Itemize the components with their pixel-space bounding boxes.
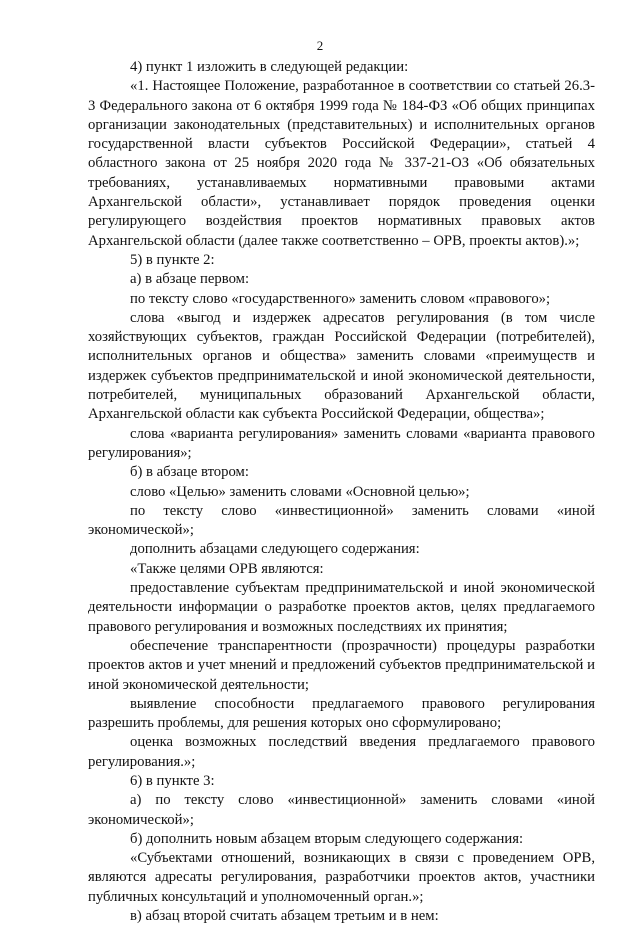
paragraph: слова «варианта регулирования» заменить словами «варианта правового регулирования»; [88,425,595,461]
paragraph: «Субъектами отношений, возникающих в связи с проведением ОРВ, являются адресаты регулирования, разработчики проектов актов, участники публичных консультаций и уполномоченный орган.»; [88,850,595,905]
paragraph: дополнить абзацами следующего содержания: [130,541,420,558]
paragraph: а) по тексту слово «инвестиционной» заменить словами «иной экономической»; [88,792,595,828]
paragraph: 5) в пункте 2: [130,251,215,268]
paragraph: 4) пункт 1 изложить в следующей редакции: [130,59,409,75]
paragraph: обеспечение транспарентности (прозрачности) процедуры разработки проектов актов и учет мнений и предложений субъектов предпринимательской и иной экономической деятельности; [88,637,595,693]
paragraph: предоставление субъектам предпринимательской и иной экономической деятельности информации о разработке проектов актов, целях предлагаемого правового регулирования и возможных последствиях их принятия; [88,580,595,635]
paragraph: слова «выгод и издержек адресатов регулирования (в том числе хозяйствующих субъектов, граждан Российской Федерации (потребителей), исполнительных органов и общества» заменить словами «преимуществ и издержек субъектов предпринимательской и иной экономической деятельности, потребителей, муниципальных образований Архангельской области, Архангельской области как субъекта Российской Федерации, общества»; [88,309,595,423]
paragraph: по тексту слово «государственного» заменить словом «правового»; [130,290,551,307]
paragraph: в) абзац второй считать абзацем третьим и в нем: [130,908,439,925]
paragraph: б) дополнить новым абзацем вторым следующего содержания: [130,830,524,847]
paragraph: б) в абзаце втором: [130,464,249,481]
paragraph: «1. Настоящее Положение, разработанное в соответствии со статьей 26.3-3 Федерального закона от 6 октября 1999 года № 184-ФЗ «Об общих принципах организации законодательных (представительных) и исполнительных органов государственной власти субъектов Российской Федерации», статьей 4 областного закона от 25 ноября 2020 года № 337-21-ОЗ «Об обязательных требованиях, устанавливаемых нормативными правовыми актами Архангельской области», устанавливает порядок проведения оценки регулирующего воздействия проектов нормативных правовых актов Архангельской области (далее также соответственно – ОРВ, проекты актов).»; [88,78,595,249]
paragraph: оценка возможных последствий введения предлагаемого правового регулирования.»; [88,734,595,770]
paragraph: по тексту слово «инвестиционной» заменить словами «иной экономической»; [88,502,595,539]
document-body [88,58,595,926]
paragraph: 6) в пункте 3: [130,772,215,789]
paragraph: «Также целями ОРВ являются: [130,560,324,577]
paragraph: слово «Целью» заменить словами «Основной целью»; [130,483,470,500]
paragraph: выявление способности предлагаемого правового регулирования разрешить проблемы, для решения которых оно сформулировано; [88,695,595,732]
page-number: 2 [316,38,324,53]
paragraph: а) в абзаце первом: [130,271,250,288]
